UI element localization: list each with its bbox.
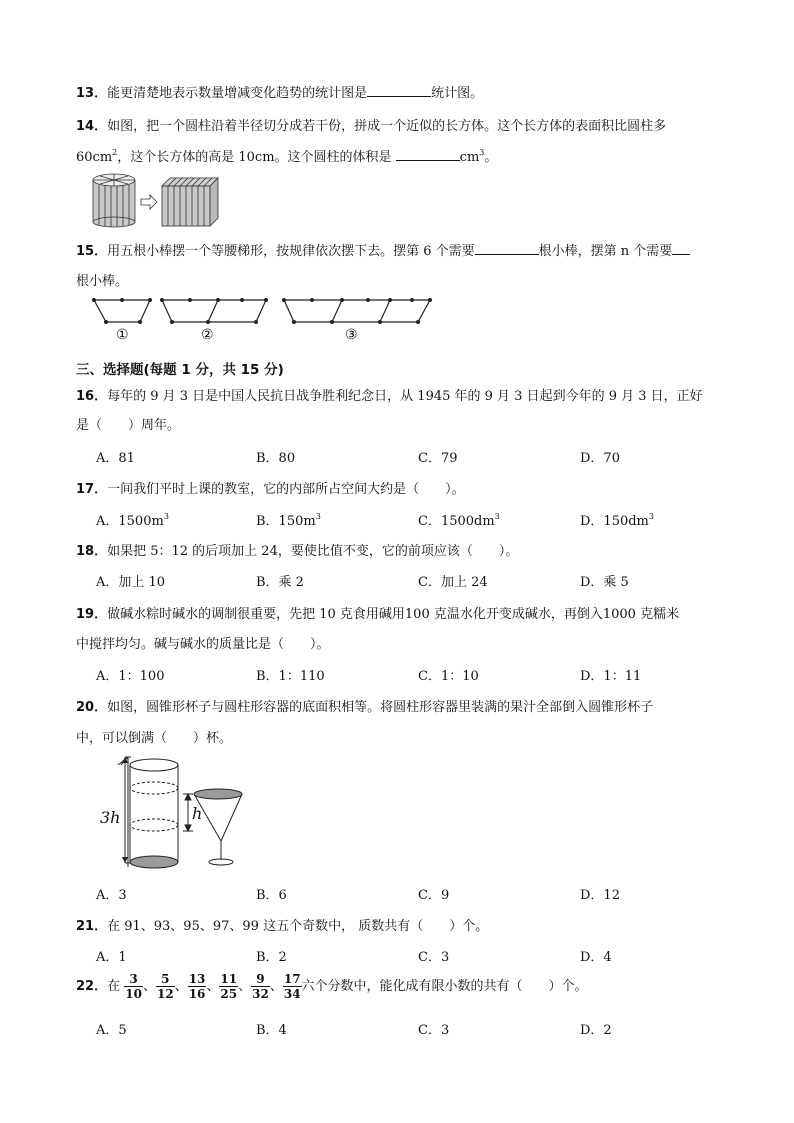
question-14-line2 [76,146,497,165]
option-a[interactable]: A．81 [96,451,135,466]
option-c[interactable]: C．1：10 [418,669,479,684]
fraction [283,972,302,1001]
option-a[interactable] [96,510,169,529]
question-text: 。 [484,150,498,165]
numerator: 5 [156,972,175,987]
question-16-line2: 是（ ）周年。 [76,418,181,433]
question-number: 20． [76,700,108,715]
trapezoid-sticks-figure [92,296,432,346]
superscript: 3 [163,512,169,521]
numerator: 9 [251,972,270,987]
question-20-line1 [76,696,653,715]
option-text: C．1500dm [418,514,495,529]
question-13 [76,82,483,101]
option-c[interactable]: C．加上 24 [418,575,488,590]
option-a[interactable]: A．加上 10 [96,575,166,590]
fraction [124,972,143,1001]
question-text: 统计图。 [431,86,484,101]
question-number: 19． [76,607,108,622]
question-19-line2: 中搅拌均匀。碱与碱水的质量比是（ ）。 [76,637,330,652]
question-18 [76,540,518,559]
separator: 、 [174,979,188,994]
question-text: 在 [107,979,121,994]
cylinder-to-cuboid-figure [90,172,220,228]
option-a[interactable]: A．1 [96,950,127,965]
option-c[interactable] [418,510,500,529]
figure-label-3h: 3h [100,808,121,827]
denominator: 32 [252,987,269,1001]
section-heading: 三、选择题(每题 1 分，共 15 分) [76,362,284,378]
option-c[interactable]: C．79 [418,451,458,466]
option-a[interactable]: A．5 [96,1023,127,1038]
question-text: 能更清楚地表示数量增减变化趋势的统计图是 [107,86,368,101]
answer-blank[interactable] [396,148,460,161]
question-number: 16． [76,389,108,404]
question-text: 做碱水粽时碱水的调制很重要，先把 10 克食用碱用100 克温水化开变成碱水，再倒入1000 克糯米 [107,607,680,622]
fraction [188,972,207,1001]
answer-blank[interactable] [475,242,539,255]
question-16-line1 [76,385,703,404]
option-text: A．1500m [96,514,164,529]
question-20-line2: 中，可以倒满（ ）杯。 [76,731,233,746]
question-text: 每年的 9 月 3 日是中国人民抗日战争胜利纪念日，从 1945 年的 9 月 3 日起到今年的 9 月 3 日，正好 [107,389,703,404]
superscript: 2 [112,148,118,157]
option-b[interactable]: B．2 [256,950,287,965]
question-number: 15． [76,244,108,259]
question-19-line1 [76,603,679,622]
option-text: D．150dm [580,514,649,529]
question-22 [76,972,588,1001]
question-number: 14． [76,119,108,134]
option-b[interactable]: B．6 [256,888,287,903]
question-text: 根小棒，摆第 n 个需要 [538,244,673,259]
numerator: 17 [283,972,301,986]
figure-label: ① [116,327,129,343]
denominator: 25 [220,987,238,1001]
question-number: 18． [76,544,108,559]
question-text: ，这个长方体的高是 10cm。这个圆柱的体积是 [117,150,396,165]
question-14-line1 [76,115,666,134]
option-a[interactable]: A．1：100 [96,669,165,684]
question-text: 在 91、93、95、97、99 这五个奇数中， 质数共有（ ）个。 [107,919,489,934]
fraction [156,972,175,1001]
option-d[interactable] [580,510,654,529]
option-b[interactable]: B．80 [256,451,296,466]
answer-blank[interactable] [672,242,690,255]
question-text: 如图，圆锥形杯子与圆柱形容器的底面积相等。将圆柱形容器里装满的果汁全部倒入圆锥形杯子 [107,700,654,715]
question-15-line2 [76,270,128,289]
question-text: 用五根小棒摆一个等腰梯形，按规律依次摆下去。摆第 6 个需要 [107,244,475,259]
denominator: 12 [156,987,174,1001]
option-text: B．150m [256,514,316,529]
option-d[interactable]: D．乘 5 [580,575,629,590]
question-text: 一间我们平时上课的教室，它的内部所占空间大约是（ ）。 [107,482,465,497]
fraction [251,972,270,1001]
question-text: 60cm [76,150,113,165]
question-number: 22． [76,979,108,994]
denominator: 34 [283,987,301,1001]
question-text: 如图，把一个圆柱沿着半径切分成若干份，拼成一个近似的长方体。这个长方体的表面积比圆柱多 [107,119,667,134]
separator: 、 [206,979,220,994]
denominator: 10 [125,987,142,1001]
superscript: 3 [494,512,500,521]
numerator: 13 [188,972,206,986]
figure-label: ② [201,327,214,343]
question-number: 13． [76,86,108,101]
figure-label: ③ [345,327,358,343]
option-c[interactable]: C．3 [418,1023,450,1038]
answer-blank[interactable] [367,84,431,97]
question-15-line1 [76,240,690,259]
option-b[interactable]: B．1：110 [256,669,325,684]
superscript: 3 [648,512,654,521]
option-b[interactable] [256,510,321,529]
question-number: 17． [76,482,108,497]
question-number: 21． [76,919,108,934]
numerator: 11 [220,972,238,986]
question-17 [76,478,465,497]
question-text: cm [459,150,480,165]
option-a[interactable]: A．3 [96,888,127,903]
option-c[interactable]: C．3 [418,950,450,965]
option-d[interactable]: D．12 [580,888,620,903]
question-text: 根小棒。 [76,274,129,289]
question-text: 如果把 5：12 的后项加上 24，要使比值不变，它的前项应该（ ）。 [107,544,519,559]
fraction [219,972,238,1001]
option-d[interactable]: D．2 [580,1023,612,1038]
cylinder-cone-figure [95,755,275,875]
option-b[interactable]: B．乘 2 [256,575,304,590]
superscript: 3 [315,512,321,521]
option-d[interactable]: D．1：11 [580,669,642,684]
option-b[interactable]: B．4 [256,1023,287,1038]
superscript: 3 [479,148,485,157]
denominator: 16 [188,987,206,1001]
figure-label-h: h [192,804,203,823]
option-d[interactable]: D．70 [580,451,620,466]
question-21 [76,915,488,934]
separator: 、 [238,979,252,994]
separator: 、 [142,979,156,994]
question-text: 六个分数中，能化成有限小数的共有（ ）个。 [301,979,588,994]
separator: 、 [269,979,283,994]
numerator: 3 [124,972,143,987]
option-d[interactable]: D．4 [580,950,612,965]
option-c[interactable]: C．9 [418,888,450,903]
